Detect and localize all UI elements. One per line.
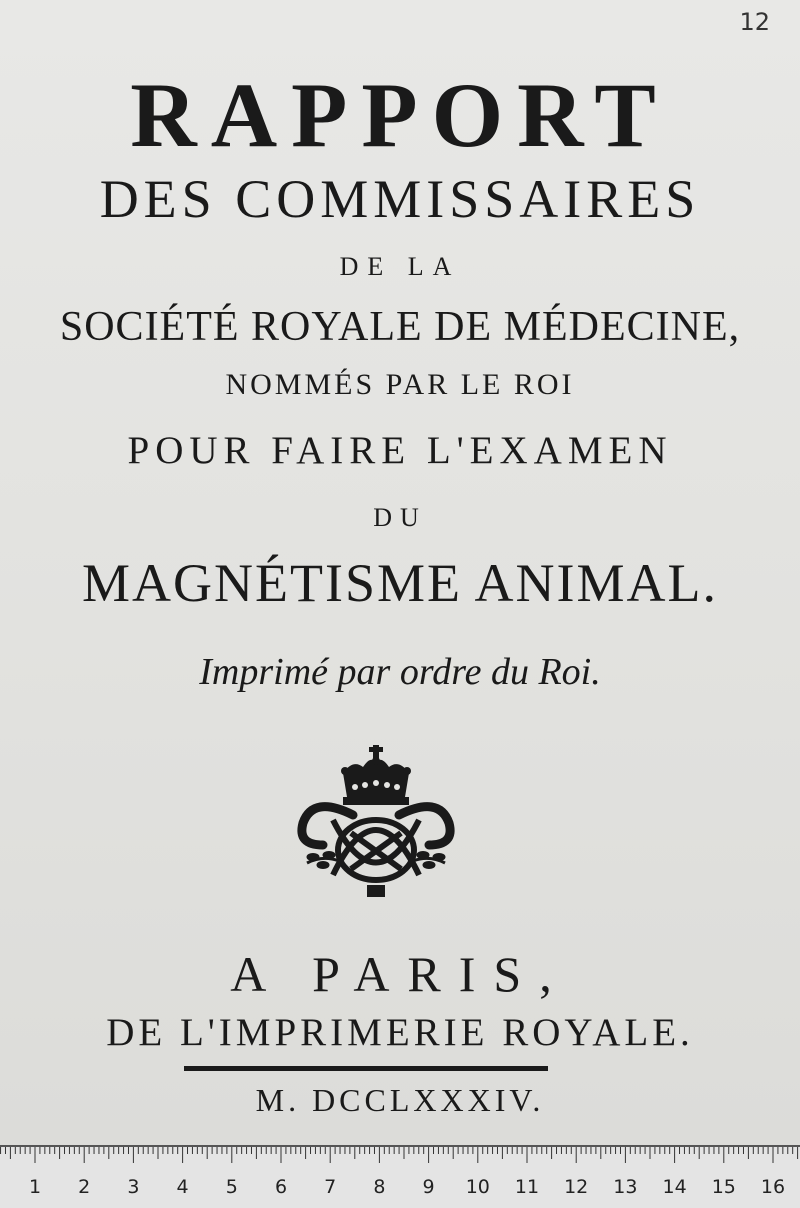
title-de-la: DE LA <box>339 252 461 281</box>
imprint-printer: DE L'IMPRIMERIE ROYALE. <box>106 1011 694 1054</box>
subtitle-imprime: Imprimé par ordre du Roi. <box>199 651 601 693</box>
title-pour-faire: POUR FAIRE L'EXAMEN <box>127 429 673 472</box>
ruler-label: 8 <box>373 1176 386 1198</box>
ruler-label: 15 <box>711 1176 736 1198</box>
title-societe: SOCIÉTÉ ROYALE DE MÉDECINE, <box>59 304 741 350</box>
ruler-label: 2 <box>78 1176 91 1198</box>
ruler-label: 3 <box>127 1176 140 1198</box>
ruler-label: 16 <box>760 1176 786 1198</box>
ruler-label: 6 <box>274 1176 288 1198</box>
imprint-city: A PARIS, <box>230 946 570 1002</box>
ruler-label: 10 <box>465 1176 490 1198</box>
ruler-label: 11 <box>514 1176 540 1198</box>
ruler-label: 14 <box>662 1176 687 1198</box>
title-rapport: RAPPORT <box>130 64 670 166</box>
title-du: DU <box>373 503 427 532</box>
title-nommes: NOMMÉS PAR LE ROI <box>225 368 575 401</box>
ruler-label: 4 <box>176 1176 189 1198</box>
title-magnetisme: MAGNÉTISME ANIMAL. <box>82 553 718 613</box>
ruler-label: 9 <box>422 1176 435 1198</box>
ruler-label: 13 <box>613 1176 638 1198</box>
page-number: 12 <box>739 8 770 36</box>
horizontal-rule <box>184 1066 548 1071</box>
ruler-label: 1 <box>28 1176 42 1198</box>
ruler-label: 12 <box>564 1176 589 1198</box>
ruler-label: 7 <box>324 1176 337 1198</box>
measuring-ruler <box>0 1145 800 1208</box>
crown-monogram-icon <box>293 745 459 900</box>
ruler-label: 5 <box>225 1176 238 1198</box>
title-commissaires: DES COMMISSAIRES <box>99 169 701 229</box>
imprint-date: M. DCCLXXXIV. <box>255 1082 545 1118</box>
